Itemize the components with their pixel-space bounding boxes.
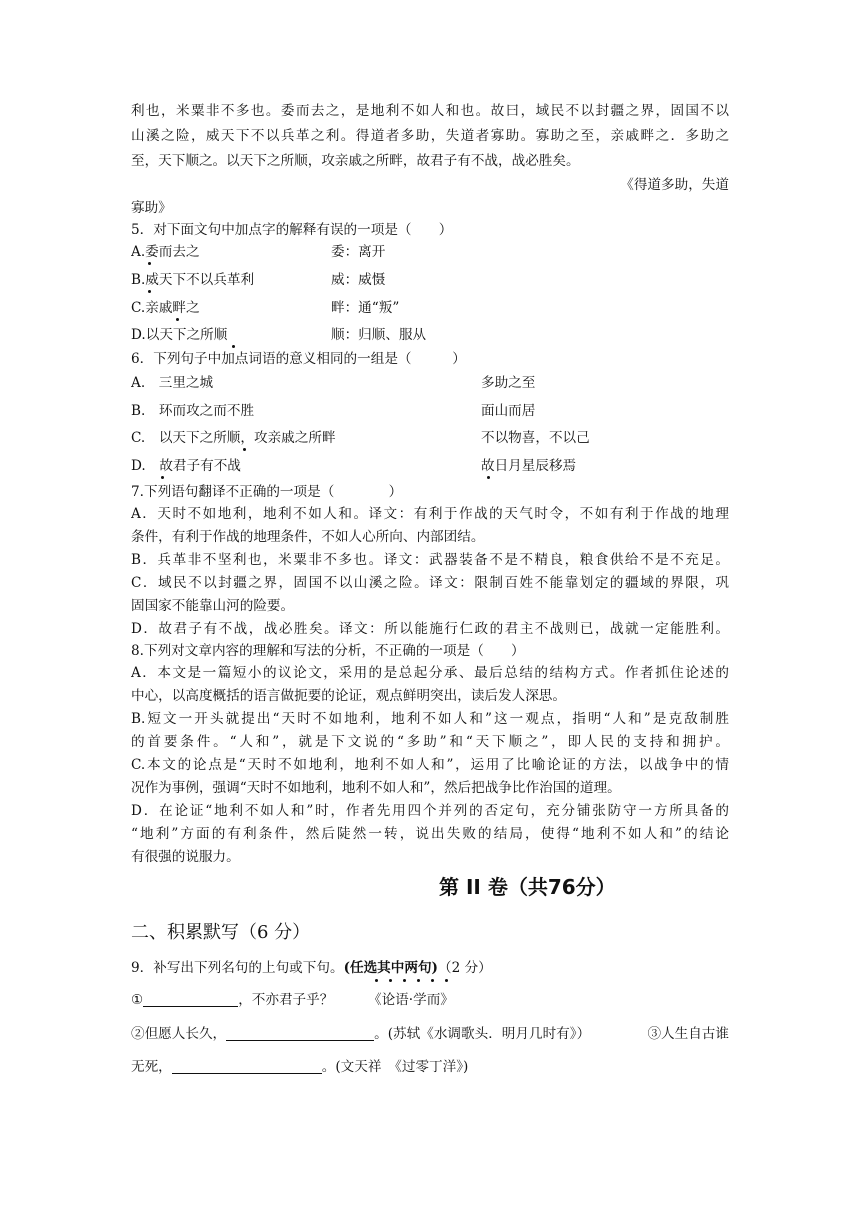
q5-option-text: A.委而去之 <box>131 244 200 260</box>
passage-source: 《得道多助，失道 <box>620 177 729 193</box>
answer-blank[interactable] <box>226 1024 374 1041</box>
emphasis-dot <box>417 979 420 982</box>
q5-stem: 5．对下面文句中加点字的解释有误的一项是（ ） <box>131 222 453 238</box>
passage-line: 利也，米粟非不多也。委而去之，是地利不如人和也。故曰，域民不以封疆之界，固国不以 <box>131 103 729 119</box>
q5-option-gloss: 威：威慑 <box>331 272 386 288</box>
q9-item-2: ②但愿人长久， 。(苏轼《水调歌头．明月几时有》） ③人生自古谁 <box>131 1026 729 1042</box>
emphasis-dot <box>431 979 434 982</box>
q5-option-text: B.威天下不以兵革利 <box>131 272 255 288</box>
q8-line: 况作为事例，强调“天时不如地利，地利不如人和”，然后把战争比作治国的道理。 <box>131 780 621 796</box>
q5-option-c <box>131 296 729 320</box>
q5-option-d <box>131 323 729 347</box>
q7-line: 固国家不能靠山河的险要。 <box>131 598 295 614</box>
q6-option-right: 面山而居 <box>481 403 536 419</box>
q6-option-d <box>131 454 729 478</box>
q5-option-text: C.亲戚畔之 <box>131 300 200 316</box>
q5-option-gloss: 委：离开 <box>331 244 386 260</box>
q8-stem: 8.下列对文章内容的理解和写法的分析，不正确的一项是（ ） <box>131 643 525 659</box>
q8-line: 的首要条件。“人和”，就是下文说的“多助”和“天下顺之”，即人民的支持和拥护。 <box>131 734 729 750</box>
answer-blank[interactable] <box>143 990 238 1007</box>
emphasis-dot <box>375 979 378 982</box>
q7-line: B．兵革非不坚利也，米粟非不多也。译文：武器装备不是不精良，粮食供给不是不充足。 <box>131 552 729 568</box>
part-title: 第 II 卷（共76分） <box>439 875 616 899</box>
q9-emphasis: (任选其中两句) <box>343 960 438 976</box>
q8-line: D．在论证“地利不如人和”时，作者先用四个并列的否定句，充分铺张防守一方所具备的 <box>131 803 729 819</box>
section-heading: 二、积累默写（6 分） <box>131 922 311 943</box>
q8-line: A．本文是一篇短小的议论文，采用的是总起分承、最后总结的结构方式。作者抓住论述的 <box>131 665 729 681</box>
q5-option-gloss: 顺：归顺、服从 <box>331 327 427 343</box>
q8-line: 有很强的说服力。 <box>131 849 240 865</box>
q7-line: 条件，有利于作战的地理条件，不如人心所向、内部团结。 <box>131 529 485 545</box>
q5-option-b <box>131 268 729 292</box>
emphasis-dot <box>389 979 392 982</box>
q6-option-right: 多助之至 <box>481 375 536 391</box>
passage-source-cont: 寡助》 <box>131 200 172 216</box>
q8-line: C.本文的论点是“天时不如地利，地利不如人和”，运用了比喻论证的方法，以战争中的情 <box>131 757 729 773</box>
emphasis-dot <box>148 262 151 265</box>
q8-line: B.短文一开头就提出“天时不如地利，地利不如人和”这一观点，指明“人和”是克敌制胜 <box>131 711 729 727</box>
emphasis-dot <box>403 979 406 982</box>
q6-option-left: B. 环而攻之而不胜 <box>131 403 255 419</box>
passage-line: 山溪之险，威天下不以兵革之利。得道者多助，失道者寡助。寡助之至，亲戚畔之．多助之 <box>131 128 729 144</box>
emphasis-dot <box>487 476 490 479</box>
q9-stem: 9．补写出下列名句的上句或下句。(任选其中两句)（2 分） <box>131 960 492 976</box>
answer-blank[interactable] <box>172 1057 322 1074</box>
q5-option-text: D.以天下之所顺 <box>131 327 228 343</box>
q7-line: A．天时不如地利，地利不如人和。译文：有利于作战的天气时令，不如有利于作战的地理 <box>131 506 729 522</box>
q9-item-1: ① ，不亦君子乎？ 《论语·学而》 <box>131 992 454 1008</box>
q5-option-gloss: 畔：通“叛” <box>331 300 400 316</box>
q6-option-right: 不以物喜，不以己 <box>481 430 590 446</box>
q5-option-a <box>131 240 729 264</box>
q6-option-c <box>131 426 729 450</box>
q6-option-left: A. 三里之城 <box>131 375 214 391</box>
q6-option-b <box>131 399 729 423</box>
q8-line: 中心，以高度概括的语言做扼要的论证，观点鲜明突出，读后发人深思。 <box>131 688 566 704</box>
emphasis-dot <box>161 476 164 479</box>
q9-item-3: 无死， 。(文天祥 《过零丁洋》) <box>131 1059 469 1075</box>
passage-line: 至，天下顺之。以天下之所顺，攻亲戚之所畔，故君子有不战，战必胜矣。 <box>131 153 580 169</box>
q6-option-right: 故日月星辰移焉 <box>481 458 577 474</box>
emphasis-dot <box>148 290 151 293</box>
q6-stem: 6．下列句子中加点词语的意义相同的一组是（ ） <box>131 351 466 367</box>
q7-line: D．故君子有不战，战必胜矣。译文：所以能施行仁政的君主不战则已，战就一定能胜利。 <box>131 621 729 637</box>
emphasis-dot <box>243 448 246 451</box>
q6-option-a <box>131 371 729 395</box>
emphasis-dot <box>445 979 448 982</box>
q7-stem: 7.下列语句翻译不正确的一项是（ ） <box>131 484 403 500</box>
emphasis-dot <box>176 318 179 321</box>
q6-option-left: D. 故君子有不战 <box>131 458 241 474</box>
q7-line: C．域民不以封疆之界，固国不以山溪之险。译文：限制百姓不能靠划定的疆域的界限，巩 <box>131 575 729 591</box>
q6-option-left: C. 以天下之所顺，攻亲戚之所畔 <box>131 430 336 446</box>
q8-line: “地利”方面的有利条件，然后陡然一转，说出失败的结局，使得“地利不如人和”的结论 <box>131 826 729 842</box>
